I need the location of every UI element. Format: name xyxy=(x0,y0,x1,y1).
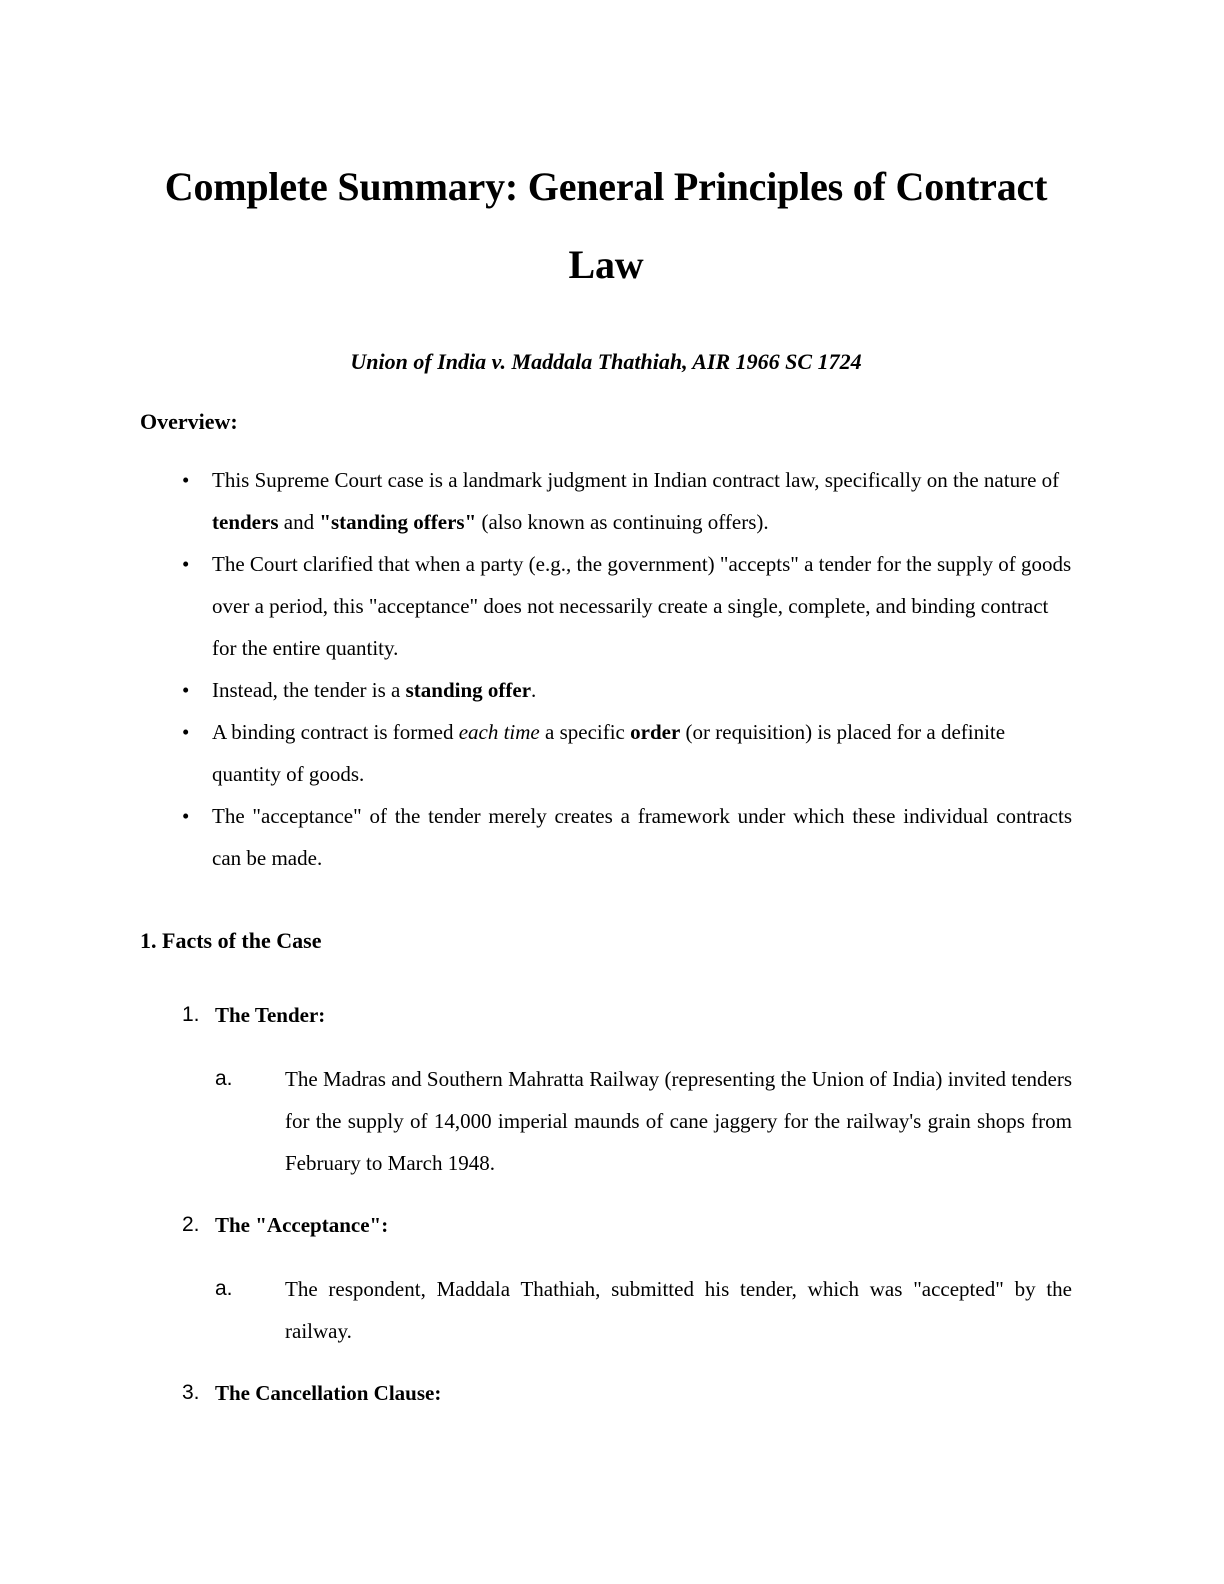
text-run: a specific xyxy=(539,720,631,744)
sublist-text: The respondent, Maddala Thathiah, submitted his tender, which was "accepted" by the railway. xyxy=(285,1277,1072,1343)
text-run: . xyxy=(531,678,537,702)
overview-bullet-item xyxy=(140,795,1072,879)
sublist-text: The Madras and Southern Mahratta Railway (representing the Union of India) invited tenders for the supply of 14,000 imperial maunds of cane jaggery for the railway's grain shops from February to March 1948. xyxy=(285,1067,1072,1175)
emphasis-bold: tenders xyxy=(212,510,279,534)
emphasis-italic: each time xyxy=(458,720,540,744)
page-title: Complete Summary: General Principles of Contract Law xyxy=(164,164,1048,287)
facts-item-title: The "Acceptance": xyxy=(215,1213,389,1237)
list-marker: 3. xyxy=(182,1381,200,1404)
facts-sublist-item xyxy=(215,1246,1072,1352)
facts-section-heading: 1. Facts of the Case xyxy=(140,928,322,953)
text-run: and xyxy=(278,510,320,534)
facts-numbered-list xyxy=(140,956,1072,1414)
text-run: The "acceptance" of the tender merely creates a framework under which these individual contracts can be made. xyxy=(212,804,1072,870)
overview-bullet-item xyxy=(140,669,1072,711)
overview-bullet-item xyxy=(140,459,1072,543)
text-run: (also known as continuing offers). xyxy=(476,510,769,534)
list-marker: 2. xyxy=(182,1213,200,1236)
sublist-marker: a. xyxy=(215,1067,233,1090)
facts-list-item xyxy=(140,974,1072,1184)
facts-item-title: The Tender: xyxy=(215,1003,326,1027)
facts-item-title: The Cancellation Clause: xyxy=(215,1381,442,1405)
facts-list-item xyxy=(140,1352,1072,1414)
list-marker: 1. xyxy=(182,1003,200,1026)
overview-heading: Overview: xyxy=(140,409,238,434)
text-run: This Supreme Court case is a landmark judgment in Indian contract law, specifically on the nature of xyxy=(212,468,1060,492)
text-run: Instead, the tender is a xyxy=(212,678,406,702)
text-run: A binding contract is formed xyxy=(212,720,459,744)
overview-bullet-item xyxy=(140,543,1072,669)
overview-bullet-item xyxy=(140,711,1072,795)
text-run: (or requisition) is placed for a definite quantity of goods. xyxy=(212,720,1006,786)
facts-sublist xyxy=(215,1036,1072,1184)
facts-sublist-item xyxy=(215,1036,1072,1184)
emphasis-bold: "standing offers" xyxy=(319,510,477,534)
facts-list-item xyxy=(140,1184,1072,1352)
emphasis-bold: order xyxy=(630,720,681,744)
emphasis-bold: standing offer xyxy=(405,678,532,702)
facts-sublist xyxy=(215,1246,1072,1352)
overview-bullet-list xyxy=(140,437,1072,879)
text-run: The Court clarified that when a party (e.g., the government) "accepts" a tender for the supply of goods over a period, this "acceptance" does not necessarily create a single, complete, and binding contract for the entire quantity. xyxy=(212,552,1072,660)
sublist-marker: a. xyxy=(215,1277,233,1300)
case-citation-subtitle: Union of India v. Maddala Thathiah, AIR 1966 SC 1724 xyxy=(350,349,862,374)
